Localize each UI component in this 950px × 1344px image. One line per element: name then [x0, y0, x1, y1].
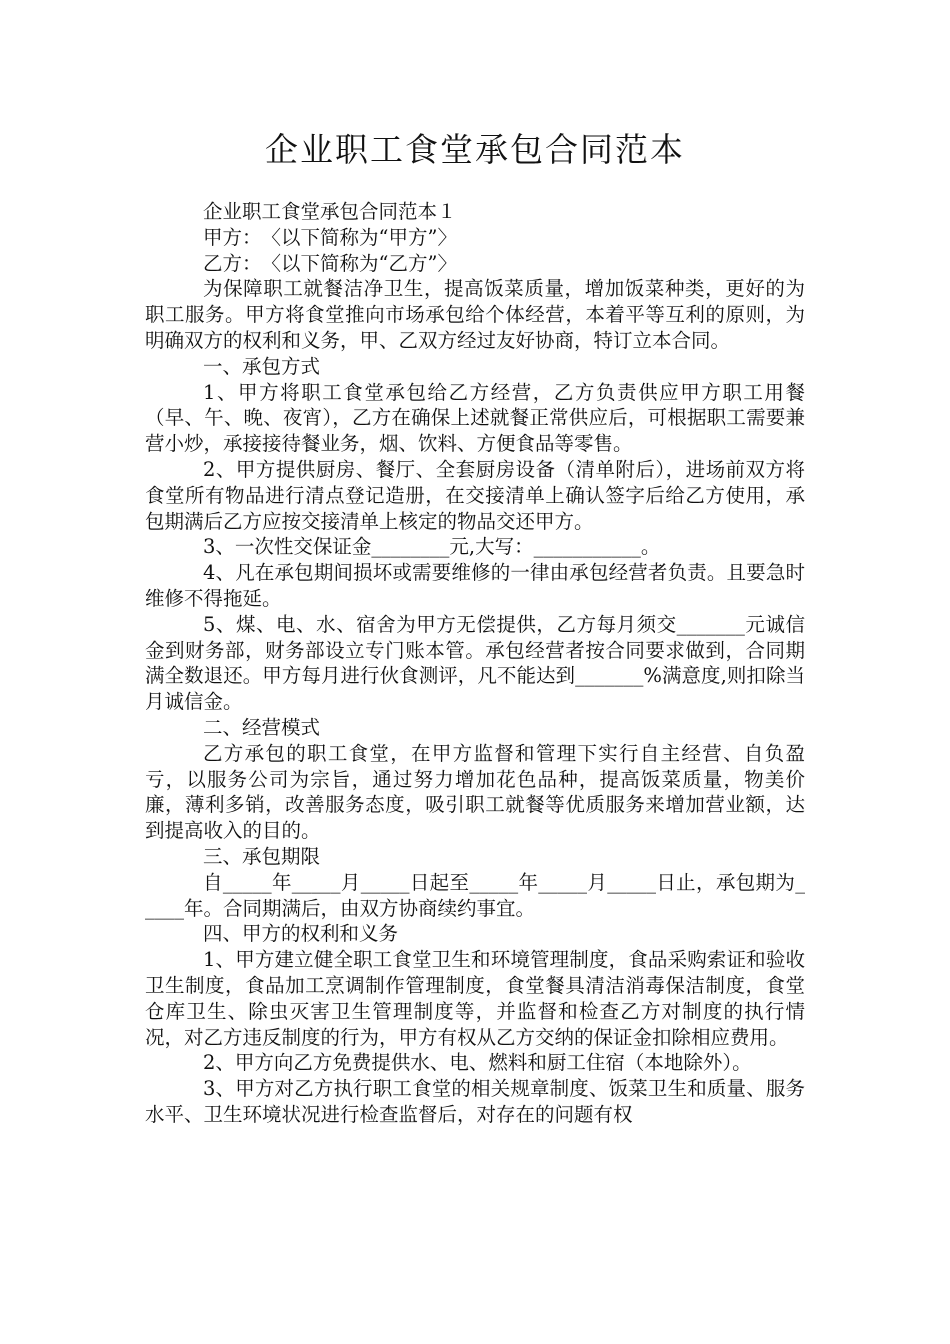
document-body: [145, 199, 805, 1128]
clause-1-4: 4、凡在承包期间损坏或需要维修的一律由承包经营者负责。且要急时维修不得拖延。: [145, 561, 805, 610]
subtitle: 企业职工食堂承包合同范本１: [203, 200, 457, 223]
section-heading-2: 二、经营模式: [203, 715, 321, 739]
party-b-line: 乙方： 〈以下简称为“乙方”〉: [203, 251, 457, 275]
party-a-line: 甲方： 〈以下简称为“甲方”〉: [203, 225, 457, 249]
clause-1-1: 1、甲方将职工食堂承包给乙方经营，乙方负责供应甲方职工用餐（早、午、晚、夜宵），乙方在确保上述就餐正常供应后，可根据职工需要兼营小炒，承接接待餐业务，烟、饮料、方便食品等零售。: [145, 380, 805, 456]
clause-4-1: 1、甲方建立健全职工食堂卫生和环境管理制度，食品采购索证和验收卫生制度，食品加工烹调制作管理制度，食堂餐具清洁消毒保洁制度，食堂仓库卫生、除虫灭害卫生管理制度等，并监督和检查乙方对制度的执行情况，对乙方违反制度的行为，甲方有权从乙方交纳的保证金扣除相应费用。: [145, 948, 805, 1049]
preamble-paragraph: 为保障职工就餐洁净卫生，提高饭菜质量，增加饭菜种类，更好的为职工服务。甲方将食堂推向市场承包给个体经营，本着平等互利的原则，为明确双方的权利和义务，甲、乙双方经过友好协商，特订立本合同。: [145, 277, 805, 352]
section-heading-1: 一、承包方式: [203, 354, 321, 378]
clause-2-body: 乙方承包的职工食堂，在甲方监督和管理下实行自主经营、自负盈亏，以服务公司为宗旨，通过努力增加花色品种，提高饭菜质量，物美价廉，薄利多销，改善服务态度，吸引职工就餐等优质服务来增加营业额，达到提高收入的目的。: [145, 741, 805, 843]
document-title: 企业职工食堂承包合同范本: [265, 130, 685, 169]
clause-4-3: 3、甲方对乙方执行职工食堂的相关规章制度、饭菜卫生和质量、服务水平、卫生环境状况进行检查监督后，对存在的问题有权: [145, 1077, 805, 1126]
clause-4-2: 2、甲方向乙方免费提供水、电、燃料和厨工住宿（本地除外）。: [203, 1051, 752, 1075]
clause-3-body: 自_____年_____月_____日起至_____年_____月_____日止，承包期为_____年。合同期满后，由双方协商续约事宜。: [145, 870, 805, 920]
clause-1-2: 2、甲方提供厨房、餐厅、全套厨房设备（清单附后），进场前双方将食堂所有物品进行清点登记造册，在交接清单上确认签字后给乙方使用，承包期满后乙方应按交接清单上核定的物品交还甲方。: [145, 457, 805, 533]
section-heading-4: 四、甲方的权利和义务: [203, 922, 399, 946]
clause-1-5: 5、煤、电、水、宿舍为甲方无偿提供，乙方每月须交_______元诚信金到财务部，财务部设立专门账本管。承包经营者按合同要求做到，合同期满全数退还。甲方每月进行伙食测评，凡不能达到_______%满意度,则扣除当月诚信金。: [145, 612, 805, 714]
clause-1-3: 3、一次性交保证金________元,大写：___________。: [203, 535, 661, 559]
section-heading-3: 三、承包期限: [203, 844, 321, 868]
